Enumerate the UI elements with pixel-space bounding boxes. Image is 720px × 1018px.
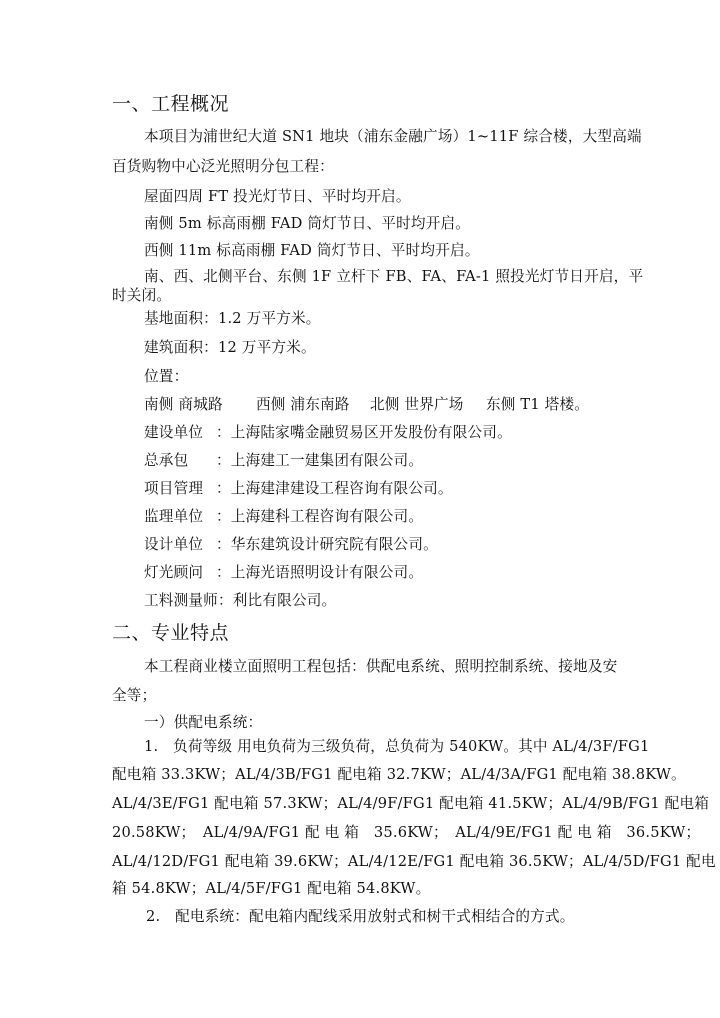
section-heading-features: 二、专业特点 — [112, 622, 230, 644]
lighting-item-south-canopy: 南侧 5m 标高雨棚 FAD 筒灯节日、平时均开启。 — [144, 215, 471, 232]
load-line: 20.58KW； AL/4/9A/FG1 配 电 箱 35.6KW； AL/4/9E/FG1 配 电 箱 36.5KW； — [112, 824, 701, 841]
party-value: ：上海光语照明设计有限公司。 — [216, 564, 424, 581]
features-intro-line-1: 本工程商业楼立面照明工程包括：供配电系统、照明控制系统、接地及安 — [144, 658, 618, 675]
party-value: ：上海陆家嘴金融贸易区开发股份有限公司。 — [216, 424, 512, 441]
party-label: 建设单位 — [144, 424, 204, 441]
party-value: ：上海建工一建集团有限公司。 — [216, 452, 424, 469]
party-value: ：上海建科工程咨询有限公司。 — [216, 508, 424, 525]
platform-lighting-line-1: 南、西、北侧平台、东侧 1F 立杆下 FB、FA、FA-1 照投光灯节日开启，平 — [144, 268, 644, 285]
party-label: 项目管理 — [144, 480, 204, 497]
load-line: AL/4/3E/FG1 配电箱 57.3KW；AL/4/9F/FG1 配电箱 41.5KW；AL/4/9B/FG1 配电箱 — [112, 795, 710, 812]
overview-intro-line-2: 百货购物中心泛光照明分包工程： — [112, 158, 334, 175]
sub-heading-power-supply: 一）供配电系统： — [144, 714, 263, 731]
party-row — [0, 454, 720, 474]
location-north: 北侧 世界广场 — [370, 396, 464, 413]
load-line: AL/4/12D/FG1 配电箱 39.6KW；AL/4/12E/FG1 配电箱 36.5KW；AL/4/5D/FG1 配电 — [112, 853, 716, 870]
section-heading-overview: 一、工程概况 — [112, 93, 230, 115]
location-row — [0, 398, 720, 418]
quantity-surveyor: 工料测量师：利比有限公司。 — [144, 592, 337, 609]
building-area: 建筑面积：12 万平方米。 — [144, 339, 316, 356]
party-row — [0, 426, 720, 446]
party-label: 设计单位 — [144, 536, 204, 553]
party-row — [0, 566, 720, 586]
party-label: 灯光顾问 — [144, 564, 204, 581]
platform-lighting-line-2: 时关闭。 — [112, 287, 172, 304]
load-line: 1. 负荷等级 用电负荷为三级负荷，总负荷为 540KW。其中 AL/4/3F/FG1 — [144, 738, 650, 755]
lighting-item-west-canopy: 西侧 11m 标高雨棚 FAD 筒灯节日、平时均开启。 — [144, 242, 480, 259]
party-row — [0, 510, 720, 530]
location-east: 东侧 T1 塔楼。 — [486, 396, 590, 413]
distribution-system-line: 2. 配电系统：配电箱内配线采用放射式和树干式相结合的方式。 — [146, 908, 575, 925]
location-west: 西侧 浦东南路 — [256, 396, 350, 413]
party-row — [0, 538, 720, 558]
overview-intro-line-1: 本项目为浦世纪大道 SN1 地块（浦东金融广场）1~11F 综合楼，大型高端 — [144, 128, 642, 145]
load-line: 箱 54.8KW；AL/4/5F/FG1 配电箱 54.8KW。 — [112, 880, 431, 897]
party-row — [0, 482, 720, 502]
features-intro-line-2: 全等； — [112, 687, 157, 704]
party-label: 总承包 — [144, 452, 189, 469]
lighting-item-roof: 屋面四周 FT 投光灯节日、平时均开启。 — [144, 188, 411, 205]
party-label: 监理单位 — [144, 508, 204, 525]
location-south: 南侧 商城路 — [144, 396, 223, 413]
base-area: 基地面积：1.2 万平方米。 — [144, 310, 321, 327]
party-value: ：华东建筑设计研究院有限公司。 — [216, 536, 438, 553]
party-value: ：上海建津建设工程咨询有限公司。 — [216, 480, 453, 497]
location-label: 位置： — [144, 368, 189, 385]
load-line: 配电箱 33.3KW；AL/4/3B/FG1 配电箱 32.7KW；AL/4/3A/FG1 配电箱 38.8KW。 — [112, 766, 686, 783]
